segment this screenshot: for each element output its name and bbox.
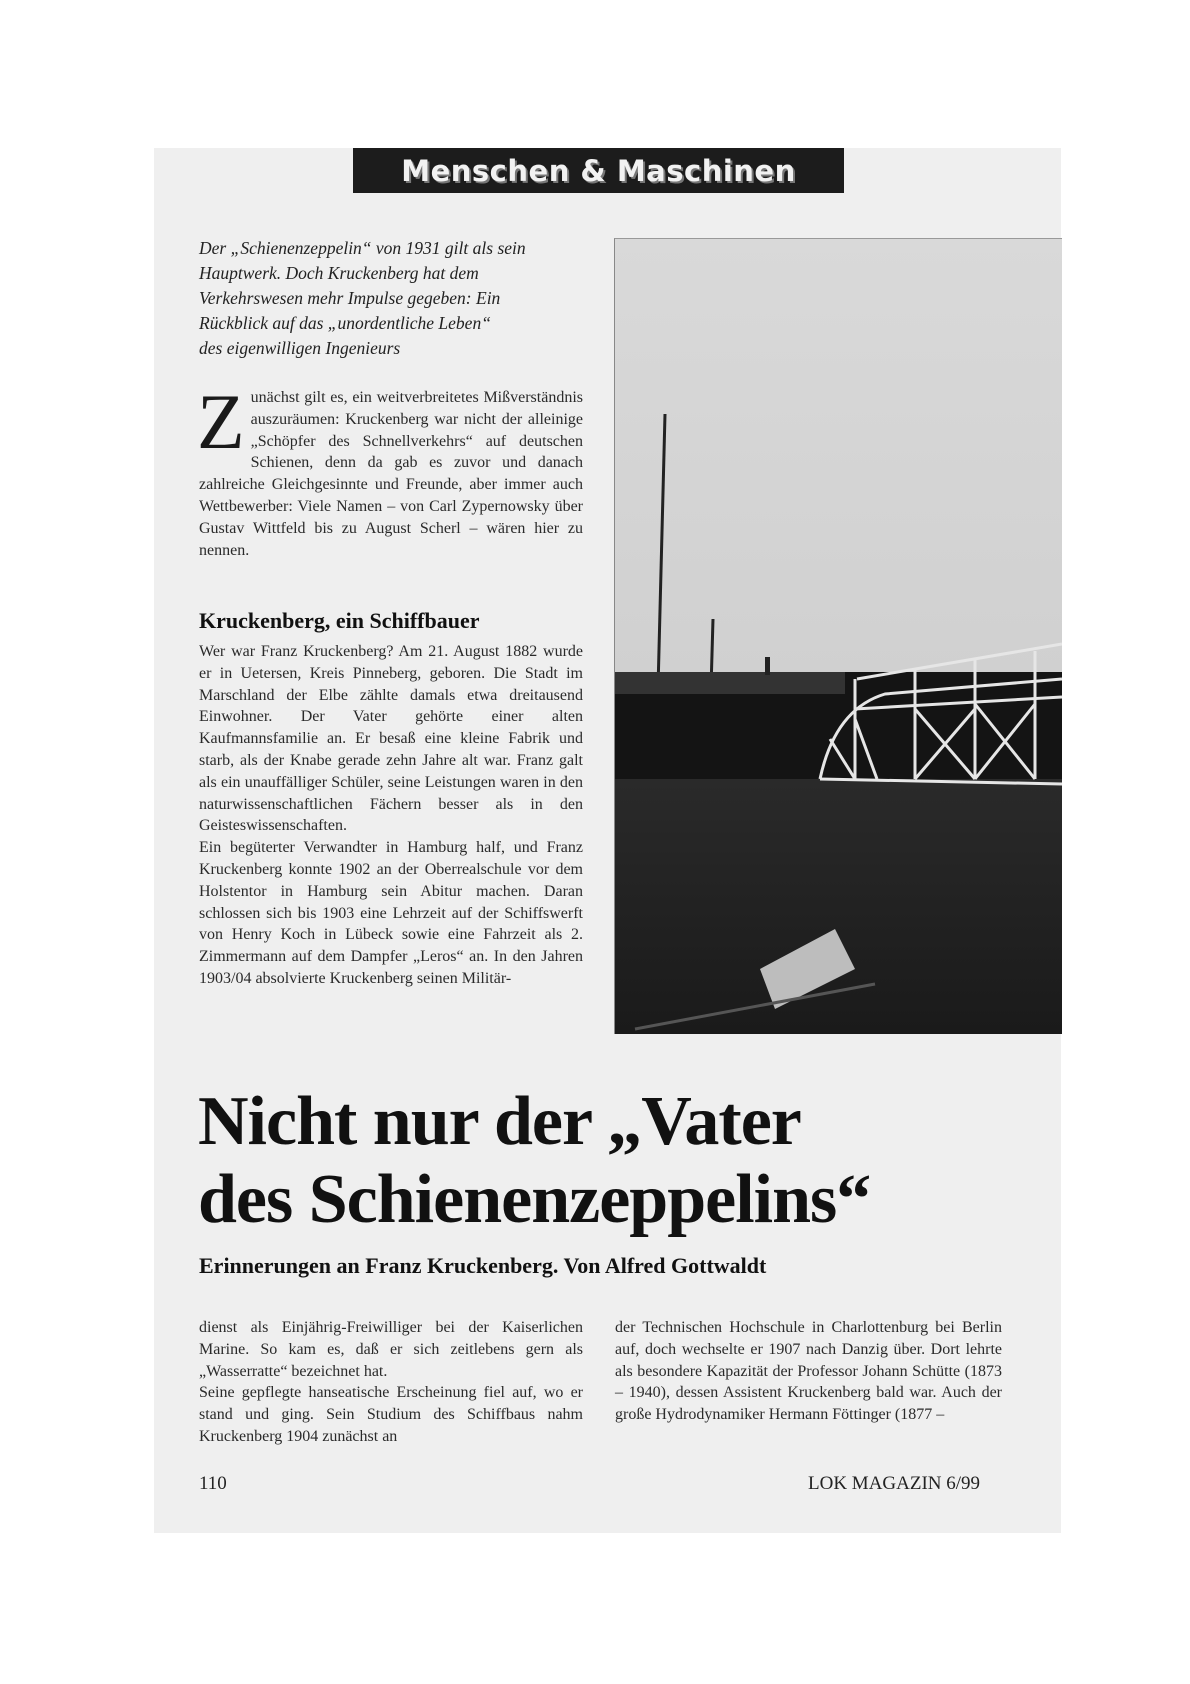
photo-illustration: [615, 239, 1062, 1034]
subheading: Kruckenberg, ein Schiffbauer: [199, 608, 480, 633]
page-number: 110: [199, 1473, 227, 1494]
intro-line: Verkehrswesen mehr Impulse gegeben: Ein: [199, 288, 501, 308]
intro-teaser: [199, 236, 569, 361]
photo-schienenzeppelin-frame: [614, 238, 1062, 1034]
headline-line: Nicht nur der „Vater: [198, 1083, 801, 1160]
intro-line: Der „Schienenzeppelin“ von 1931 gilt als sein: [199, 238, 526, 258]
track-bed: [615, 779, 1062, 1034]
chimney: [765, 657, 770, 675]
headline-line: des Schienenzeppelins“: [198, 1161, 871, 1238]
bottom-column-right: [615, 1317, 1002, 1426]
body-paragraph: Ein begüterter Verwandter in Hamburg half, und Franz Kruckenberg konnte 1902 an der Oberrealschule vor dem Holstentor in Hamburg sein Abitur machen. Daran schlossen sich bis 1903 eine Lehrzeit auf der Schiffswerft von Henry Koch in Lübeck sowie eine Fahrzeit als 2. Zimmermann auf dem Dampfer „Leros“ an. In den Jahren 1903/04 absolvierte Kruckenberg seinen Militär-: [199, 839, 583, 987]
body-paragraph: Wer war Franz Kruckenberg? Am 21. August 1882 wurde er in Uetersen, Kreis Pinneberg, geboren. Die Stadt im Marschland der Elbe zählte damals etwa dreitausend Einwohner. Der Vater gehörte einer alten Kaufmannsfamilie an. Er besaß eine kleine Fabrik und starb, als der Knabe gerade zehn Jahre alt war. Franz galt als ein unauffälliger Schüler, seine Leistungen waren in den naturwissenschaftlichen Fächern besser als in den Geisteswissenschaften.: [199, 643, 583, 835]
lead-text: unächst gilt es, ein weitverbreitetes Mißverständnis auszuräumen: Kruckenberg war nicht der alleinige „Schöpfer des Schnellverkehrs“ auf deutschen Schienen, denn da gab es zuvor und danach zahlreiche Gleichgesinnte und Freunde, aber immer auch Wettbewerber: Viele Namen – von Carl Zypernowsky über Gustav Wittfeld bis zu August Scherl – wären hier zu nennen.: [199, 389, 583, 559]
section-body: [199, 641, 583, 990]
bottom-column-left: [199, 1317, 583, 1448]
publication-footer: LOK MAGAZIN 6/99: [808, 1473, 981, 1494]
intro-line: Hauptwerk. Doch Kruckenberg hat dem: [199, 263, 479, 283]
drop-cap: Z: [197, 378, 245, 465]
intro-line: des eigenwilligen Ingenieurs: [199, 338, 401, 358]
depot-roof: [615, 672, 845, 694]
lead-paragraph: [197, 378, 583, 561]
byline-deck: Erinnerungen an Franz Kruckenberg. Von Alfred Gottwaldt: [199, 1253, 767, 1278]
section-banner: [353, 148, 844, 193]
headline: [198, 1083, 870, 1239]
body-paragraph: dienst als Einjährig-Freiwilliger bei der Kaiserlichen Marine. So kam es, daß er sich zeitlebens gern als „Wasserratte“ bezeichnet hat.: [199, 1319, 583, 1380]
body-paragraph: der Technischen Hochschule in Charlottenburg bei Berlin auf, doch wechselte er 1907 nach Danzig über. Dort lehrte als besondere Kapazität der Professor Johann Schütte (1873 – 1940), dessen Assistent Kruckenberg bald war. Auch der große Hydrodynamiker Hermann Föttinger (1877 –: [615, 1319, 1002, 1424]
body-paragraph: Seine gepflegte hanseatische Erscheinung fiel auf, wo er stand und ging. Sein Studium des Schiffbaus nahm Kruckenberg 1904 zunächst an: [199, 1384, 583, 1445]
section-banner-label: Menschen & Maschinen: [401, 153, 796, 188]
intro-line: Rückblick auf das „unordentliche Leben“: [199, 313, 491, 333]
